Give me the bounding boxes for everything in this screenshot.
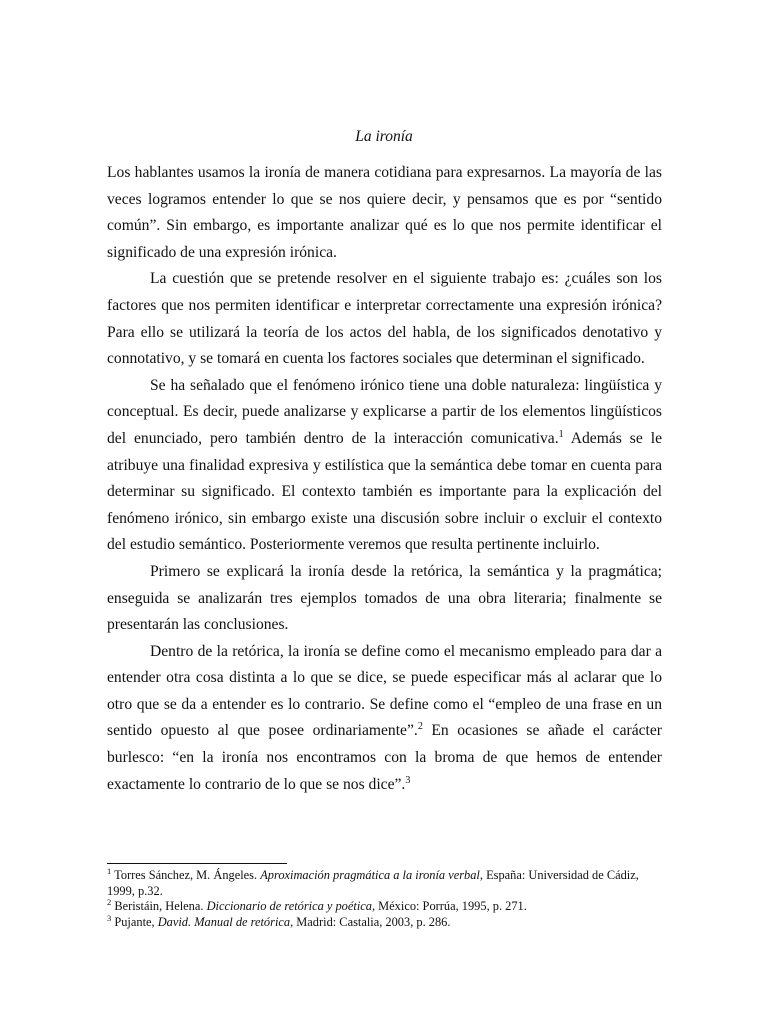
footnote-separator: [107, 863, 287, 864]
paragraph-3: [107, 373, 662, 559]
footnote-ref-1: 1: [558, 428, 564, 440]
footnote-ref-2: 2: [417, 721, 423, 733]
paragraph-2: La cuestión que se pretende resolver en el siguiente trabajo es: ¿cuáles son los factores que nos permiten identificar e interpretar correctamente una expresión irónica? Para ello se utilizará la teoría de los actos del habla, de los significados denotativo y connotativo, y se tomará en cuenta los factores sociales que determinan el significado.: [107, 270, 662, 368]
footnote-1: [107, 865, 667, 899]
footnotes: [107, 865, 667, 930]
footnote-2: [107, 896, 667, 915]
footnote-mark-1: 1: [107, 865, 112, 876]
footnote-3-work: David. Manual de retórica: [157, 914, 291, 929]
footnote-2-author: Beristáin, Helena.: [111, 899, 207, 913]
paragraph-5-text-a: Dentro de la retórica, la ironía se define como el mecanismo empleado para dar a entender otra cosa distinta a lo que se dice, se puede especificar más al aclarar que lo otro que se da a entender es lo contrario. Se define como el “empleo de una frase en un sentido opuesto al que posee ordinariamente”.: [107, 642, 662, 740]
document-body: [107, 160, 662, 798]
paragraph-5-text-b: En ocasiones se añade el carácter burlesco: “en la ironía nos encontramos con la broma de que hemos de entender exactamente lo contrario de lo que se nos dice”.: [107, 722, 663, 793]
footnote-1-author: Torres Sánchez, M. Ángeles.: [111, 868, 261, 882]
footnote-mark-2: 2: [107, 896, 112, 907]
paragraph-3-text-b: Además se le atribuye una finalidad expresiva y estilística que la semántica debe tomar en cuenta para determinar su significado. El contexto también es importante para la explicación del fenómeno irónico, sin embargo existe una discusión sobre incluir o excluir el contexto del estudio semántico. Posteriormente veremos que resulta pertinente incluirlo.: [107, 429, 662, 554]
footnote-2-rest: , México: Porrúa, 1995, p. 271.: [371, 899, 527, 913]
footnote-2-work: Diccionario de retórica y poética: [206, 899, 372, 913]
footnote-3-rest: , Madrid: Castalia, 2003, p. 286.: [290, 914, 451, 929]
footnote-3: [107, 912, 667, 931]
document-title: La ironía: [355, 128, 413, 145]
paragraph-4: Primero se explicará la ironía desde la retórica, la semántica y la pragmática; enseguida se analizarán tres ejemplos tomados de una obra literaria; finalmente se presentarán las conclusiones.: [107, 562, 662, 634]
footnote-1-work: Aproximación pragmática a la ironía verbal: [260, 868, 480, 882]
footnote-ref-3: 3: [405, 774, 411, 786]
footnote-mark-3: 3: [107, 912, 112, 923]
paragraph-5: [107, 639, 662, 799]
footnote-3-author: Pujante,: [111, 914, 158, 929]
paragraph-3-text-a: Se ha señalado que el fenómeno irónico tiene una doble naturaleza: lingüística y conceptual. Es decir, puede analizarse y explicarse a partir de los elementos lingüísticos del enunciado, pero también dentro de la interacción comunicativa.: [107, 376, 662, 447]
footnote-1-rest: , España: Universidad de Cádiz, 1999, p.32.: [107, 868, 639, 898]
paragraph-1: Los hablantes usamos la ironía de manera cotidiana para expresarnos. La mayoría de las veces logramos entender lo que se nos quiere decir, y pensamos que es por “sentido común”. Sin embargo, es importante analizar qué es lo que nos permite identificar el significado de una expresión irónica.: [107, 164, 662, 261]
